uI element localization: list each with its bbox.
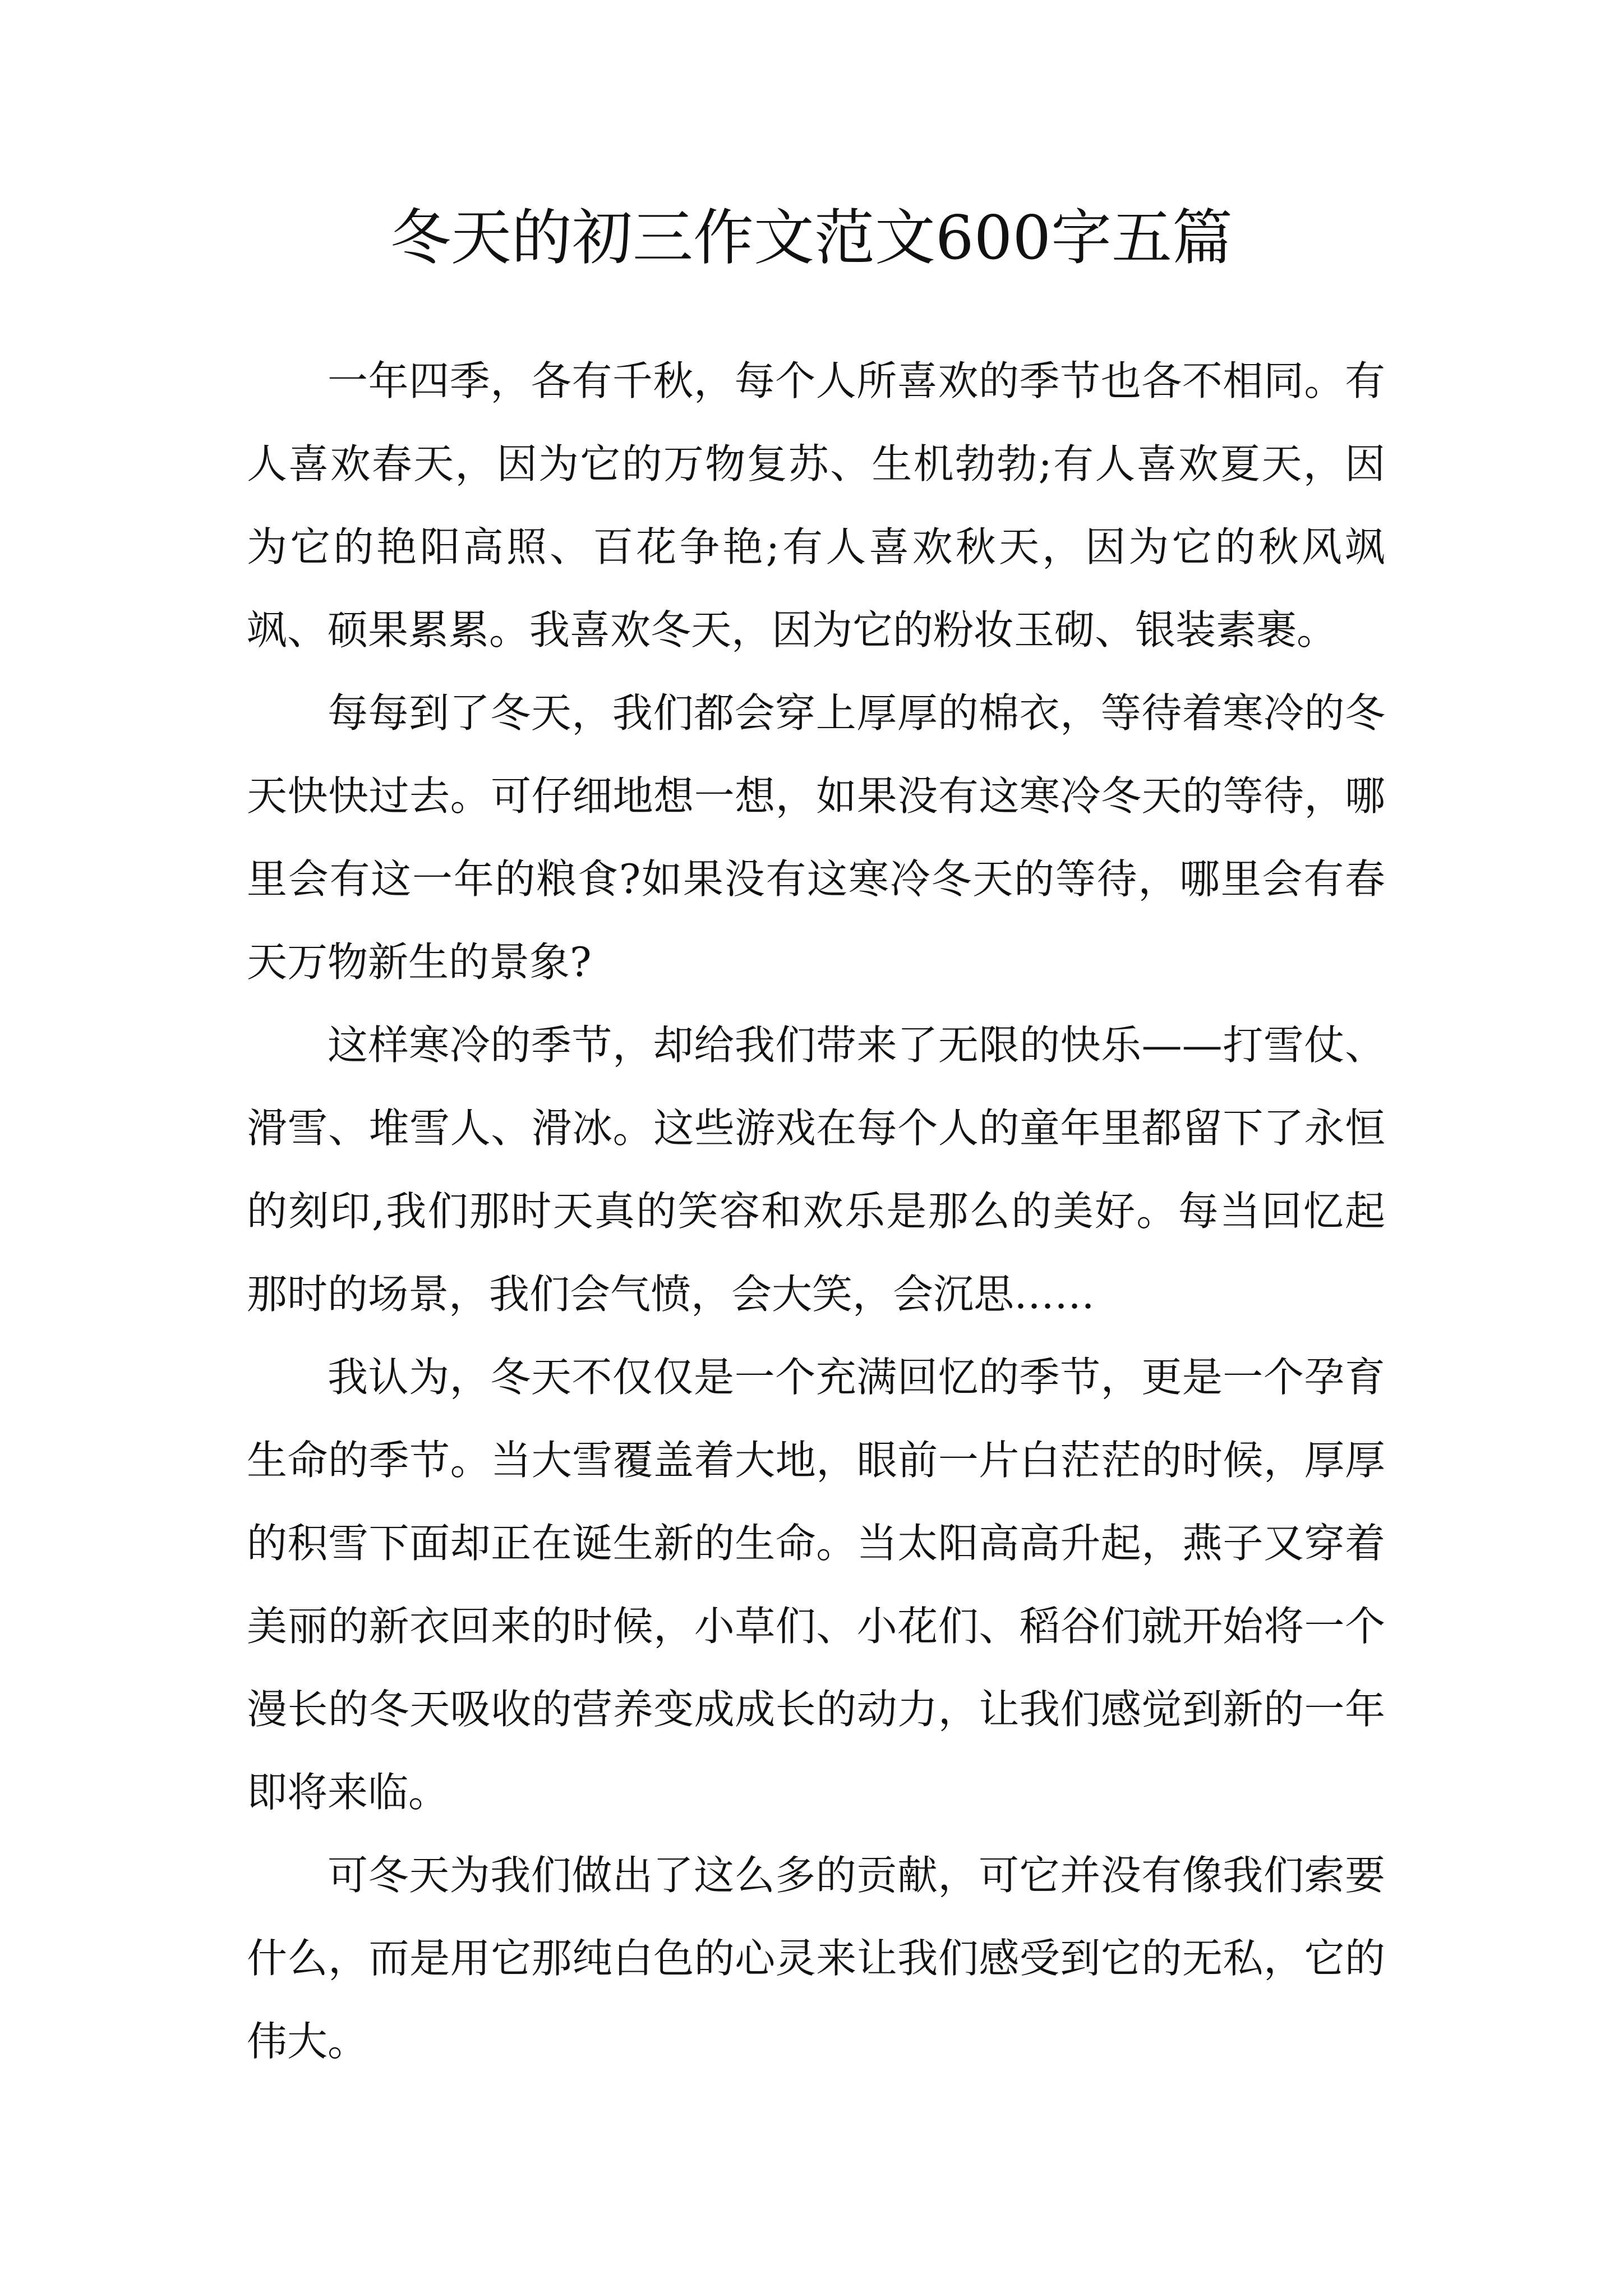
paragraph: 我认为，冬天不仅仅是一个充满回忆的季节，更是一个孕育生命的季节。当大雪覆盖着大地，眼前一片白茫茫的时候，厚厚的积雪下面却正在诞生新的生命。当太阳高高升起，燕子又穿着美丽的新衣回来的时候，小草们、小花们、稻谷们就开始将一个漫长的冬天吸收的营养变成成长的动力，让我们感觉到新的一年即将来临。 [247,1354,1385,1816]
paragraph: 可冬天为我们做出了这么多的贡献，可它并没有像我们索要什么，而是用它那纯白色的心灵来让我们感受到它的无私，它的伟大。 [247,1852,1385,2065]
paragraph: 这样寒冷的季节，却给我们带来了无限的快乐——打雪仗、滑雪、堆雪人、滑冰。这些游戏在每个人的童年里都留下了永恒的刻印,我们那时天真的笑容和欢乐是那么的美好。每当回忆起那时的场景，我们会气愤，会大笑，会沉思…… [247,1022,1385,1318]
paragraph: 每每到了冬天，我们都会穿上厚厚的棉衣，等待着寒冷的冬天快快过去。可仔细地想一想，如果没有这寒冷冬天的等待，哪里会有这一年的粮食?如果没有这寒冷冬天的等待，哪里会有春天万物新生的景象? [247,689,1385,986]
document-body [247,339,1385,2083]
document-title: 冬天的初三作文范文600字五篇 [390,203,1233,273]
paragraph: 一年四季，各有千秋，每个人所喜欢的季节也各不相同。有人喜欢春天，因为它的万物复苏、生机勃勃;有人喜欢夏天，因为它的艳阳高照、百花争艳;有人喜欢秋天，因为它的秋风飒飒、硕果累累。我喜欢冬天，因为它的粉妆玉砌、银装素裹。 [247,357,1385,654]
